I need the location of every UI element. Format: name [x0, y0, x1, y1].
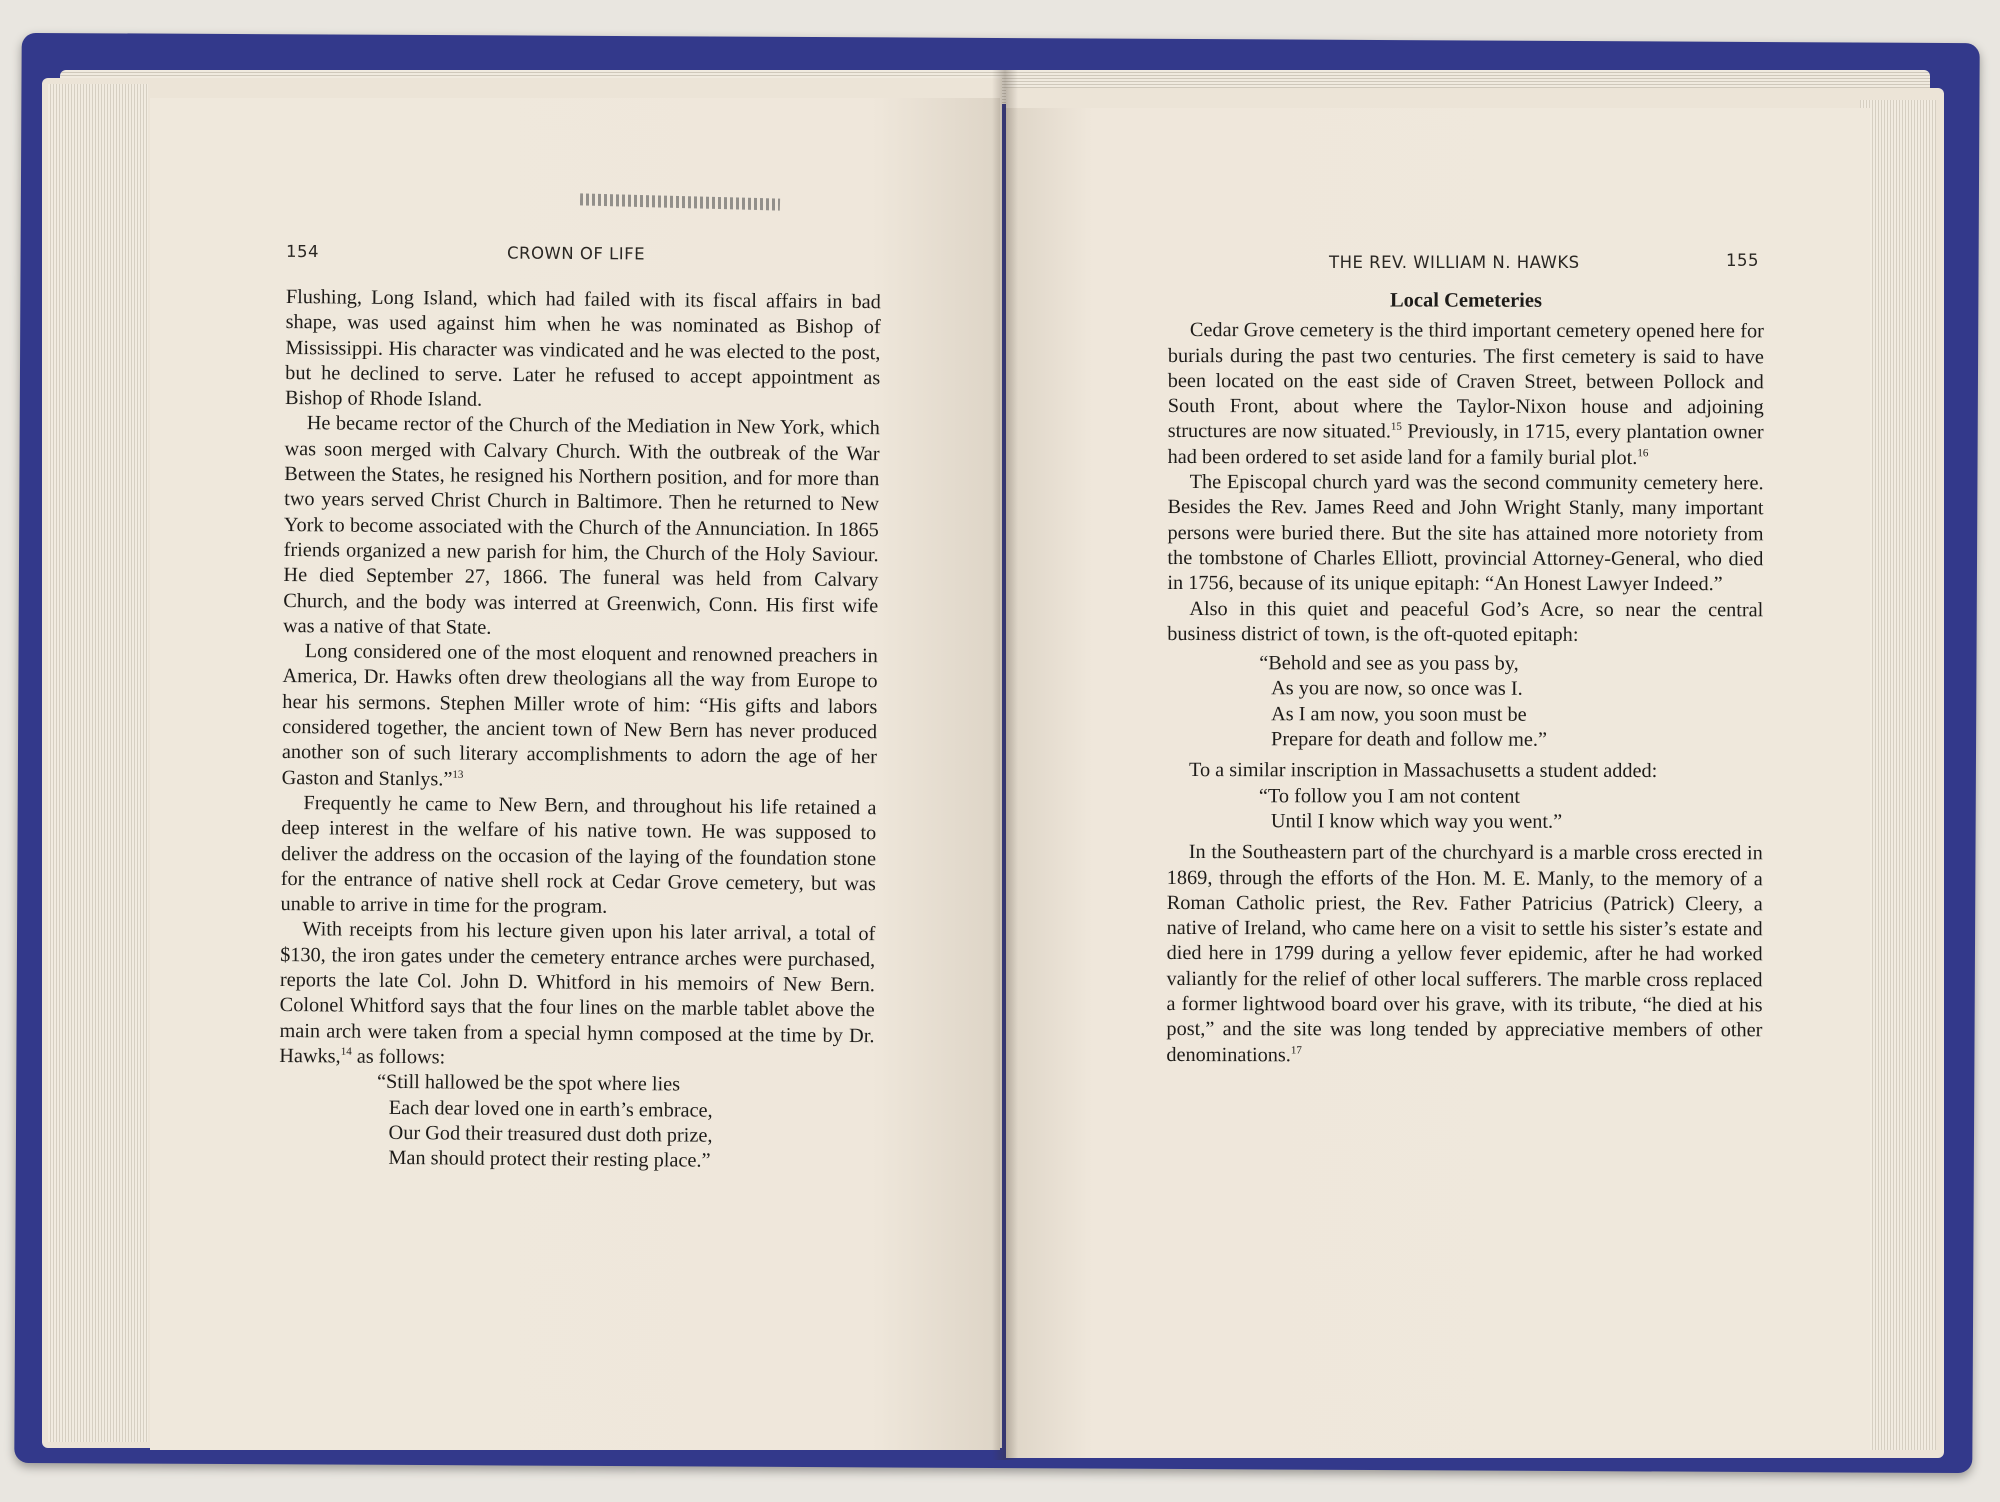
verse-line: “To follow you I am not content — [1258, 784, 1521, 808]
left-page — [150, 98, 1000, 1450]
epitaph-verse — [1167, 651, 1763, 753]
paragraph-text: With receipts from his lecture given upon his later arrival, a total of $130, the iron gates under the cemetery entrance arches were purchased, reports the late Col. John D. Whitford in his memoirs of New Bern. Colonel Whitford says that the four lines on the marble tablet above the main arch were taken from a special hymn composed at the time by Dr. Hawks, — [279, 918, 876, 1068]
paragraph: Frequently he came to New Bern, and throughout his life retained a deep interest in the welfare of his native town. He was supposed to deliver the address on the occasion of the laying of the foundation stone for the entrance of native shell rock at Cedar Grove cemetery, but was unable to arrive in time for the program. — [280, 792, 877, 918]
page-number-left: 154 — [285, 241, 320, 262]
paragraph-text: In the Southeastern part of the churchyard is a marble cross erected in 1869, through the efforts of the Hon. M. E. Manly, to the memory of a Roman Catholic priest, the Rev. Father Patricius (Patrick) Cleery, a native of Ireland, who came here on a visit to settle his sister’s estate and died here in 1799 during a yellow fever epidemic, after he had worked valiantly for the relief of other local sufferers. The marble cross replaced a former lightwood board over his grave, with its tribute, “he died at his post,” and the site was long tended by appreciative members of other denominations. — [1166, 841, 1763, 1066]
footnote-ref: 16 — [1637, 446, 1649, 460]
verse-line: Until I know which way you went.” — [1270, 810, 1563, 833]
verse-line: “Still hallowed be the spot where lies — [376, 1071, 681, 1096]
verse-line: Prepare for death and follow me.” — [1271, 728, 1548, 751]
verse-line: “Behold and see as you pass by, — [1259, 652, 1519, 675]
page-edges-right — [1860, 100, 1936, 1450]
hymn-verse — [278, 1069, 874, 1175]
left-page-text — [278, 285, 881, 1176]
paragraph: Also in this quiet and peaceful God’s Acre, so near the central business district of town, is the oft-quoted epitaph: — [1167, 597, 1764, 646]
paragraph — [1168, 318, 1764, 471]
paragraph: The Episcopal church yard was the second community cemetery here. Besides the Rev. James Reed and John Wright Stanly, many important persons were buried there. But the site has attained more notoriety from the tombstone of Charles Elliott, provincial Attorney-General, who died in 1756, because of its unique epitaph: “An Honest Lawyer Indeed.” — [1167, 471, 1764, 596]
verse-line: Man should protect their resting place.” — [388, 1147, 711, 1172]
paragraph-text: as follows: — [351, 1045, 446, 1069]
running-head-right: THE REV. WILLIAM N. HAWKS — [1329, 253, 1580, 272]
paragraph — [282, 639, 878, 796]
paragraph: Flushing, Long Island, which had failed with its fiscal affairs in bad shape, was used against him when he was nominated as Bishop of Mississippi. His character was vindicated and he was elected to the post, but he declined to serve. Later he refused to accept appointment as Bishop of Rhode Island. — [284, 285, 881, 411]
addition-verse — [1167, 784, 1763, 836]
paragraph-text: Previously, in 1715, every plantation owner had been ordered to set aside land for a family burial plot. — [1167, 420, 1764, 469]
paragraph: To a similar inscription in Massachusetts a student added: — [1188, 759, 1658, 783]
binding-mark — [580, 193, 780, 210]
paragraph — [1166, 840, 1762, 1069]
paragraph: He became rector of the Church of the Mediation in New York, which was soon merged with Calvary Church. With the outbreak of the War Between the States, he resigned his Northern position, and for more than two years served Christ Church in Baltimore. Then he returned to New York to become associated with the Church of the Annunciation. In 1865 friends organized a new parish for him, the Church of the Holy Saviour. He died September 27, 1866. The funeral was held from Calvary Church, and the body was interred at Greenwich, Conn. His first wife was a native of that State. — [282, 412, 880, 639]
book-gutter — [992, 70, 1018, 1460]
right-page — [1006, 108, 1870, 1458]
footnote-ref: 13 — [452, 768, 464, 781]
page-number-right: 155 — [1726, 251, 1759, 270]
verse-line: As you are now, so once was I. — [1271, 677, 1523, 701]
verse-line: As I am now, you soon must be — [1271, 702, 1527, 726]
footnote-ref: 14 — [340, 1045, 352, 1058]
section-title: Local Cemeteries — [1389, 289, 1542, 312]
page-edges-left — [48, 84, 148, 1442]
right-page-text — [1166, 288, 1764, 1069]
paragraph-text: Long considered one of the most eloquent and renowned preachers in America, Dr. Hawks often drew theologians all the way from Europe to hear his sermons. Stephen Miller wrote of him: “His gifts and labors considered together, the ancient town of New Bern has never produced another son of such literary accomplishments to adorn the age of her Gaston and Stanlys.” — [281, 640, 878, 791]
verse-line: Each dear loved one in earth’s embrace, — [388, 1096, 713, 1122]
footnote-ref: 15 — [1390, 421, 1402, 434]
running-head-left: CROWN OF LIFE — [506, 243, 646, 264]
paragraph-text: Cedar Grove cemetery is the third important cemetery opened here for burials during the past two centuries. The first cemetery is said to have been located on the east side of Craven Street, between Pollock and South Front, about where the Taylor-Nixon house and adjoining structures are now situated. — [1167, 319, 1764, 443]
footnote-ref: 17 — [1290, 1044, 1302, 1057]
paragraph — [279, 917, 875, 1074]
verse-line: Our God their treasured dust doth prize, — [388, 1121, 713, 1147]
